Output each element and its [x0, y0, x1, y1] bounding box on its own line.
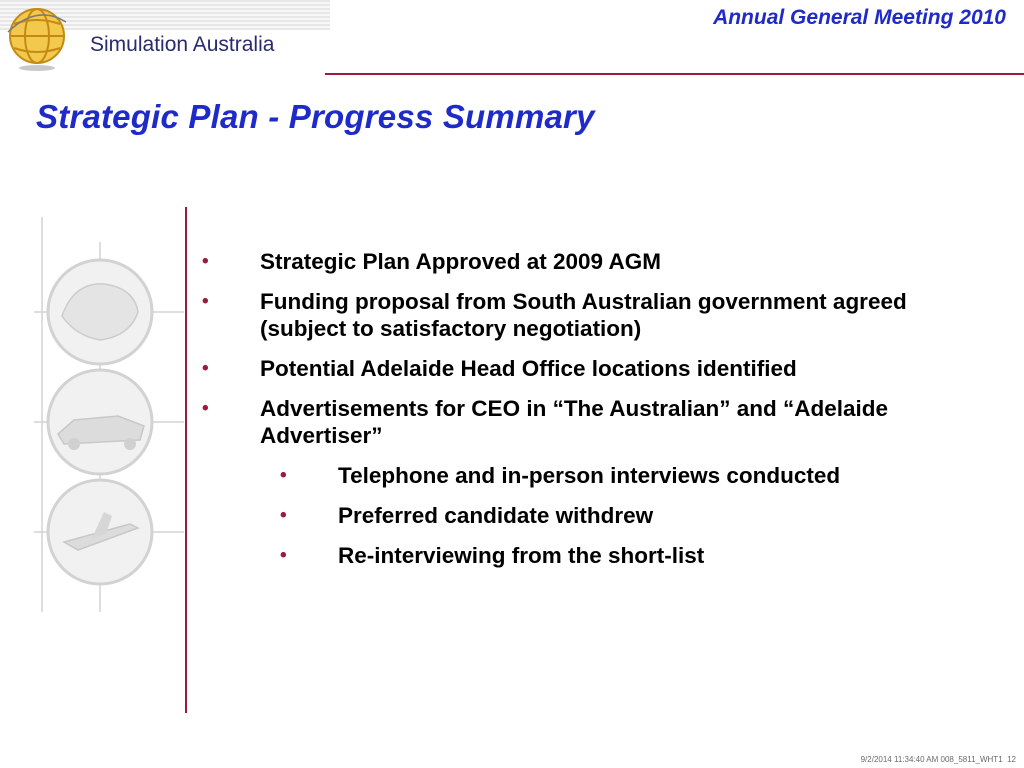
logo-bar	[0, 0, 330, 72]
aircraft-globe-icon	[48, 480, 152, 584]
bullet-text: Potential Adelaide Head Office locations identified	[260, 356, 797, 381]
bullet-item	[198, 355, 998, 382]
bullet-text: Re-interviewing from the short-list	[338, 543, 705, 568]
bullet-dot-icon: •	[280, 545, 287, 566]
side-decoration	[34, 212, 184, 624]
bullet-dot-icon: •	[202, 398, 209, 419]
header-divider	[325, 73, 1024, 75]
bullet-dot-icon: •	[202, 358, 209, 379]
footer-text: 9/2/2014 11:34:40 AM 008_5811_WHT1	[860, 755, 1003, 764]
bullet-dot-icon: •	[280, 465, 287, 486]
bullet-item	[198, 248, 998, 275]
brand-name: Simulation Australia	[90, 33, 275, 56]
bullet-text: Funding proposal from South Australian government agreed (subject to satisfactory negotiation)	[260, 289, 907, 341]
bullet-list	[198, 248, 998, 582]
bullet-item	[198, 288, 998, 342]
bullet-item	[198, 395, 998, 449]
bullet-dot-icon: •	[202, 291, 209, 312]
vertical-divider	[185, 207, 187, 713]
slide-title: Strategic Plan - Progress Summary	[36, 98, 595, 135]
sub-bullet-item	[198, 502, 998, 529]
bullet-text: Preferred candidate withdrew	[338, 503, 654, 528]
meeting-title: Annual General Meeting 2010	[713, 6, 1006, 29]
bullet-text: Strategic Plan Approved at 2009 AGM	[260, 249, 661, 274]
bullet-dot-icon: •	[280, 505, 287, 526]
slide-footer	[861, 755, 1016, 764]
sub-bullet-item	[198, 462, 998, 489]
bullet-text: Advertisements for CEO in “The Australian” and “Adelaide Advertiser”	[260, 396, 889, 448]
bullet-text: Telephone and in-person interviews conducted	[338, 463, 841, 488]
globe-logo-icon	[4, 2, 70, 72]
page-number: 12	[1007, 755, 1016, 764]
vehicle-globe-icon	[48, 370, 152, 474]
map-globe-icon	[48, 260, 152, 364]
bullet-dot-icon: •	[202, 251, 209, 272]
sub-bullet-item	[198, 542, 998, 569]
